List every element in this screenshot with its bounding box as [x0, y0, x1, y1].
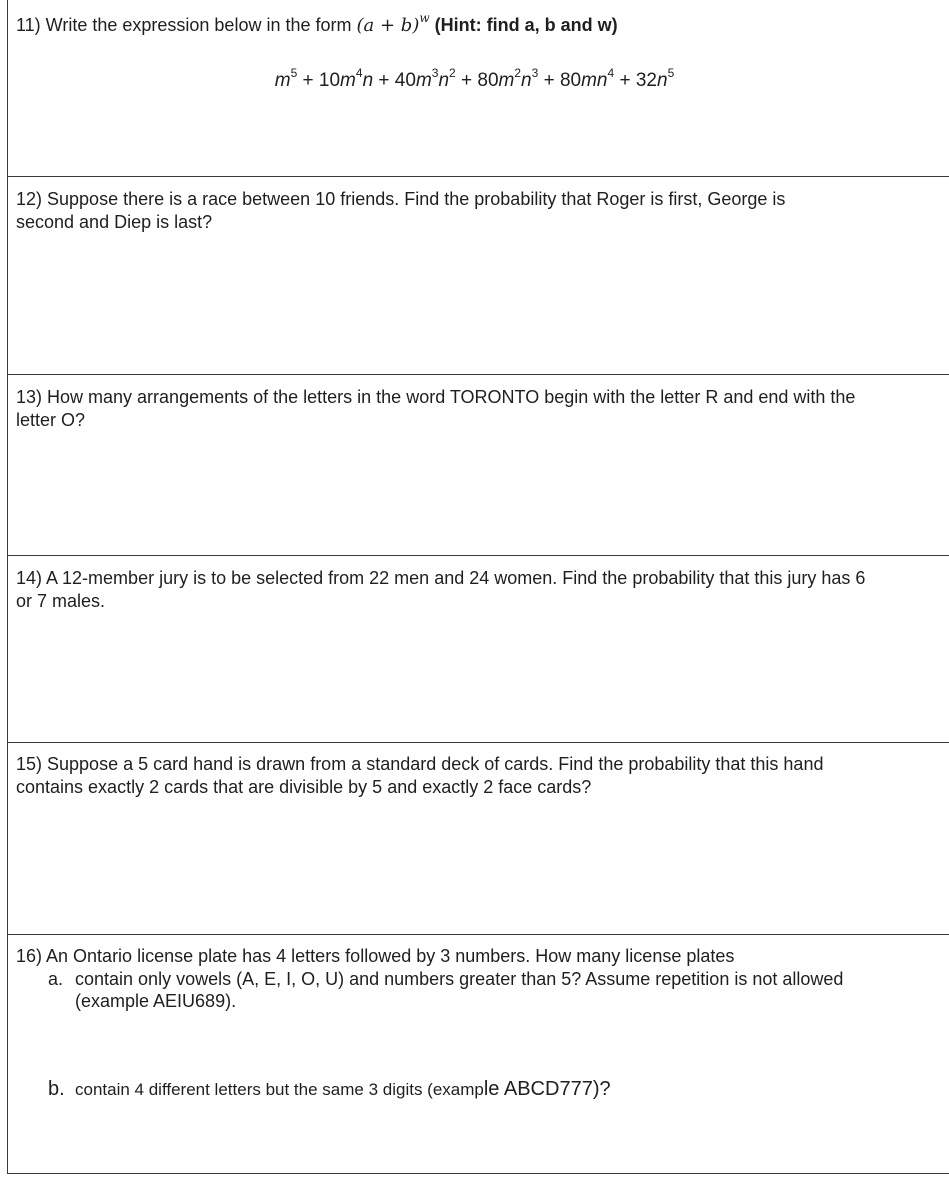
term-variable: m: [498, 70, 515, 91]
question-14: [16, 567, 941, 613]
term-variable: m: [340, 70, 356, 91]
q11-hint: (Hint: find a, b and w): [434, 15, 618, 35]
divider-line: [7, 555, 949, 556]
term-plus-sign: +: [373, 70, 395, 91]
term-coefficient: 10: [318, 70, 341, 91]
q11-expression-term: [477, 65, 539, 91]
question-11-prompt: [16, 11, 941, 37]
q16-part-a: [48, 968, 938, 1012]
divider-line: [7, 742, 949, 743]
q12-line-2: second and Diep is last?: [16, 212, 213, 232]
divider-line: [7, 176, 949, 177]
term-plus-sign: +: [614, 70, 636, 91]
q11-form-base: (a + b): [356, 15, 420, 36]
term-coefficient: 32: [635, 70, 657, 91]
question-13: [16, 386, 941, 432]
question-16-stem: [16, 945, 941, 968]
q11-form-exponent: w: [419, 11, 430, 25]
q11-polynomial-expression: [0, 65, 949, 94]
q15-line-1: 15) Suppose a 5 card hand is drawn from a standard deck of cards. Find the probability that this hand: [16, 754, 824, 774]
question-12: [16, 188, 941, 234]
term-exponent: 2: [449, 65, 456, 80]
q11-prompt-text: 11) Write the expression below in the form: [16, 15, 352, 35]
term-exponent: 5: [290, 65, 298, 80]
bottom-border-line: [7, 1173, 949, 1174]
term-coefficient: 40: [394, 70, 416, 91]
q11-expression-term: [274, 65, 298, 91]
term-variable: n: [362, 70, 374, 91]
q14-line-2: or 7 males.: [16, 591, 106, 611]
q12-line-1: 12) Suppose there is a race between 10 friends. Find the probability that Roger is first, George is: [16, 189, 786, 209]
q16-part-b-marker: b.: [48, 1078, 65, 1100]
term-plus-sign: +: [538, 70, 560, 91]
term-exponent: 5: [667, 65, 675, 80]
term-exponent: 3: [531, 65, 539, 80]
term-variable: m: [415, 70, 432, 91]
q13-line-1: 13) How many arrangements of the letters in the word TORONTO begin with the letter R and end with the: [16, 387, 856, 407]
term-exponent: 4: [355, 65, 363, 80]
q15-line-2: contains exactly 2 cards that are divisible by 5 and exactly 2 face cards?: [16, 777, 592, 797]
term-exponent: 2: [514, 65, 522, 80]
q14-line-1: 14) A 12-member jury is to be selected from 22 men and 24 women. Find the probability that this jury has 6: [16, 568, 866, 588]
q16-part-b-text-large: le ABCD777)?: [483, 1078, 611, 1100]
term-plus-sign: +: [297, 70, 319, 91]
question-15: [16, 753, 941, 799]
term-exponent: 3: [431, 65, 439, 80]
q16-part-b: [48, 1078, 938, 1101]
q16-part-a-line-2: (example AEIU689).: [75, 991, 237, 1011]
q16-part-b-text: contain 4 different letters but the same 3 digits (examp: [75, 1080, 484, 1099]
term-variable: n: [656, 70, 668, 91]
divider-line: [7, 934, 949, 935]
q11-expression-term: [318, 65, 374, 91]
term-variable: mn: [581, 70, 608, 91]
term-variable: n: [438, 70, 450, 91]
q16-line-1: 16) An Ontario license plate has 4 letters followed by 3 numbers. How many license plates: [16, 946, 735, 966]
term-variable: m: [274, 70, 291, 91]
term-plus-sign: +: [455, 70, 478, 91]
q16-part-a-marker: a.: [48, 969, 64, 989]
term-coefficient: 80: [477, 70, 499, 91]
q11-expression-term: [394, 65, 456, 91]
q11-expression-term: [635, 65, 675, 91]
q11-expression-term: [559, 65, 615, 91]
term-variable: n: [521, 70, 532, 91]
term-exponent: 4: [607, 65, 615, 80]
divider-line: [7, 374, 949, 375]
term-coefficient: 80: [559, 70, 582, 91]
q16-part-a-line-1: contain only vowels (A, E, I, O, U) and numbers greater than 5? Assume repetition is not allowed: [75, 969, 844, 989]
q13-line-2: letter O?: [16, 410, 86, 430]
